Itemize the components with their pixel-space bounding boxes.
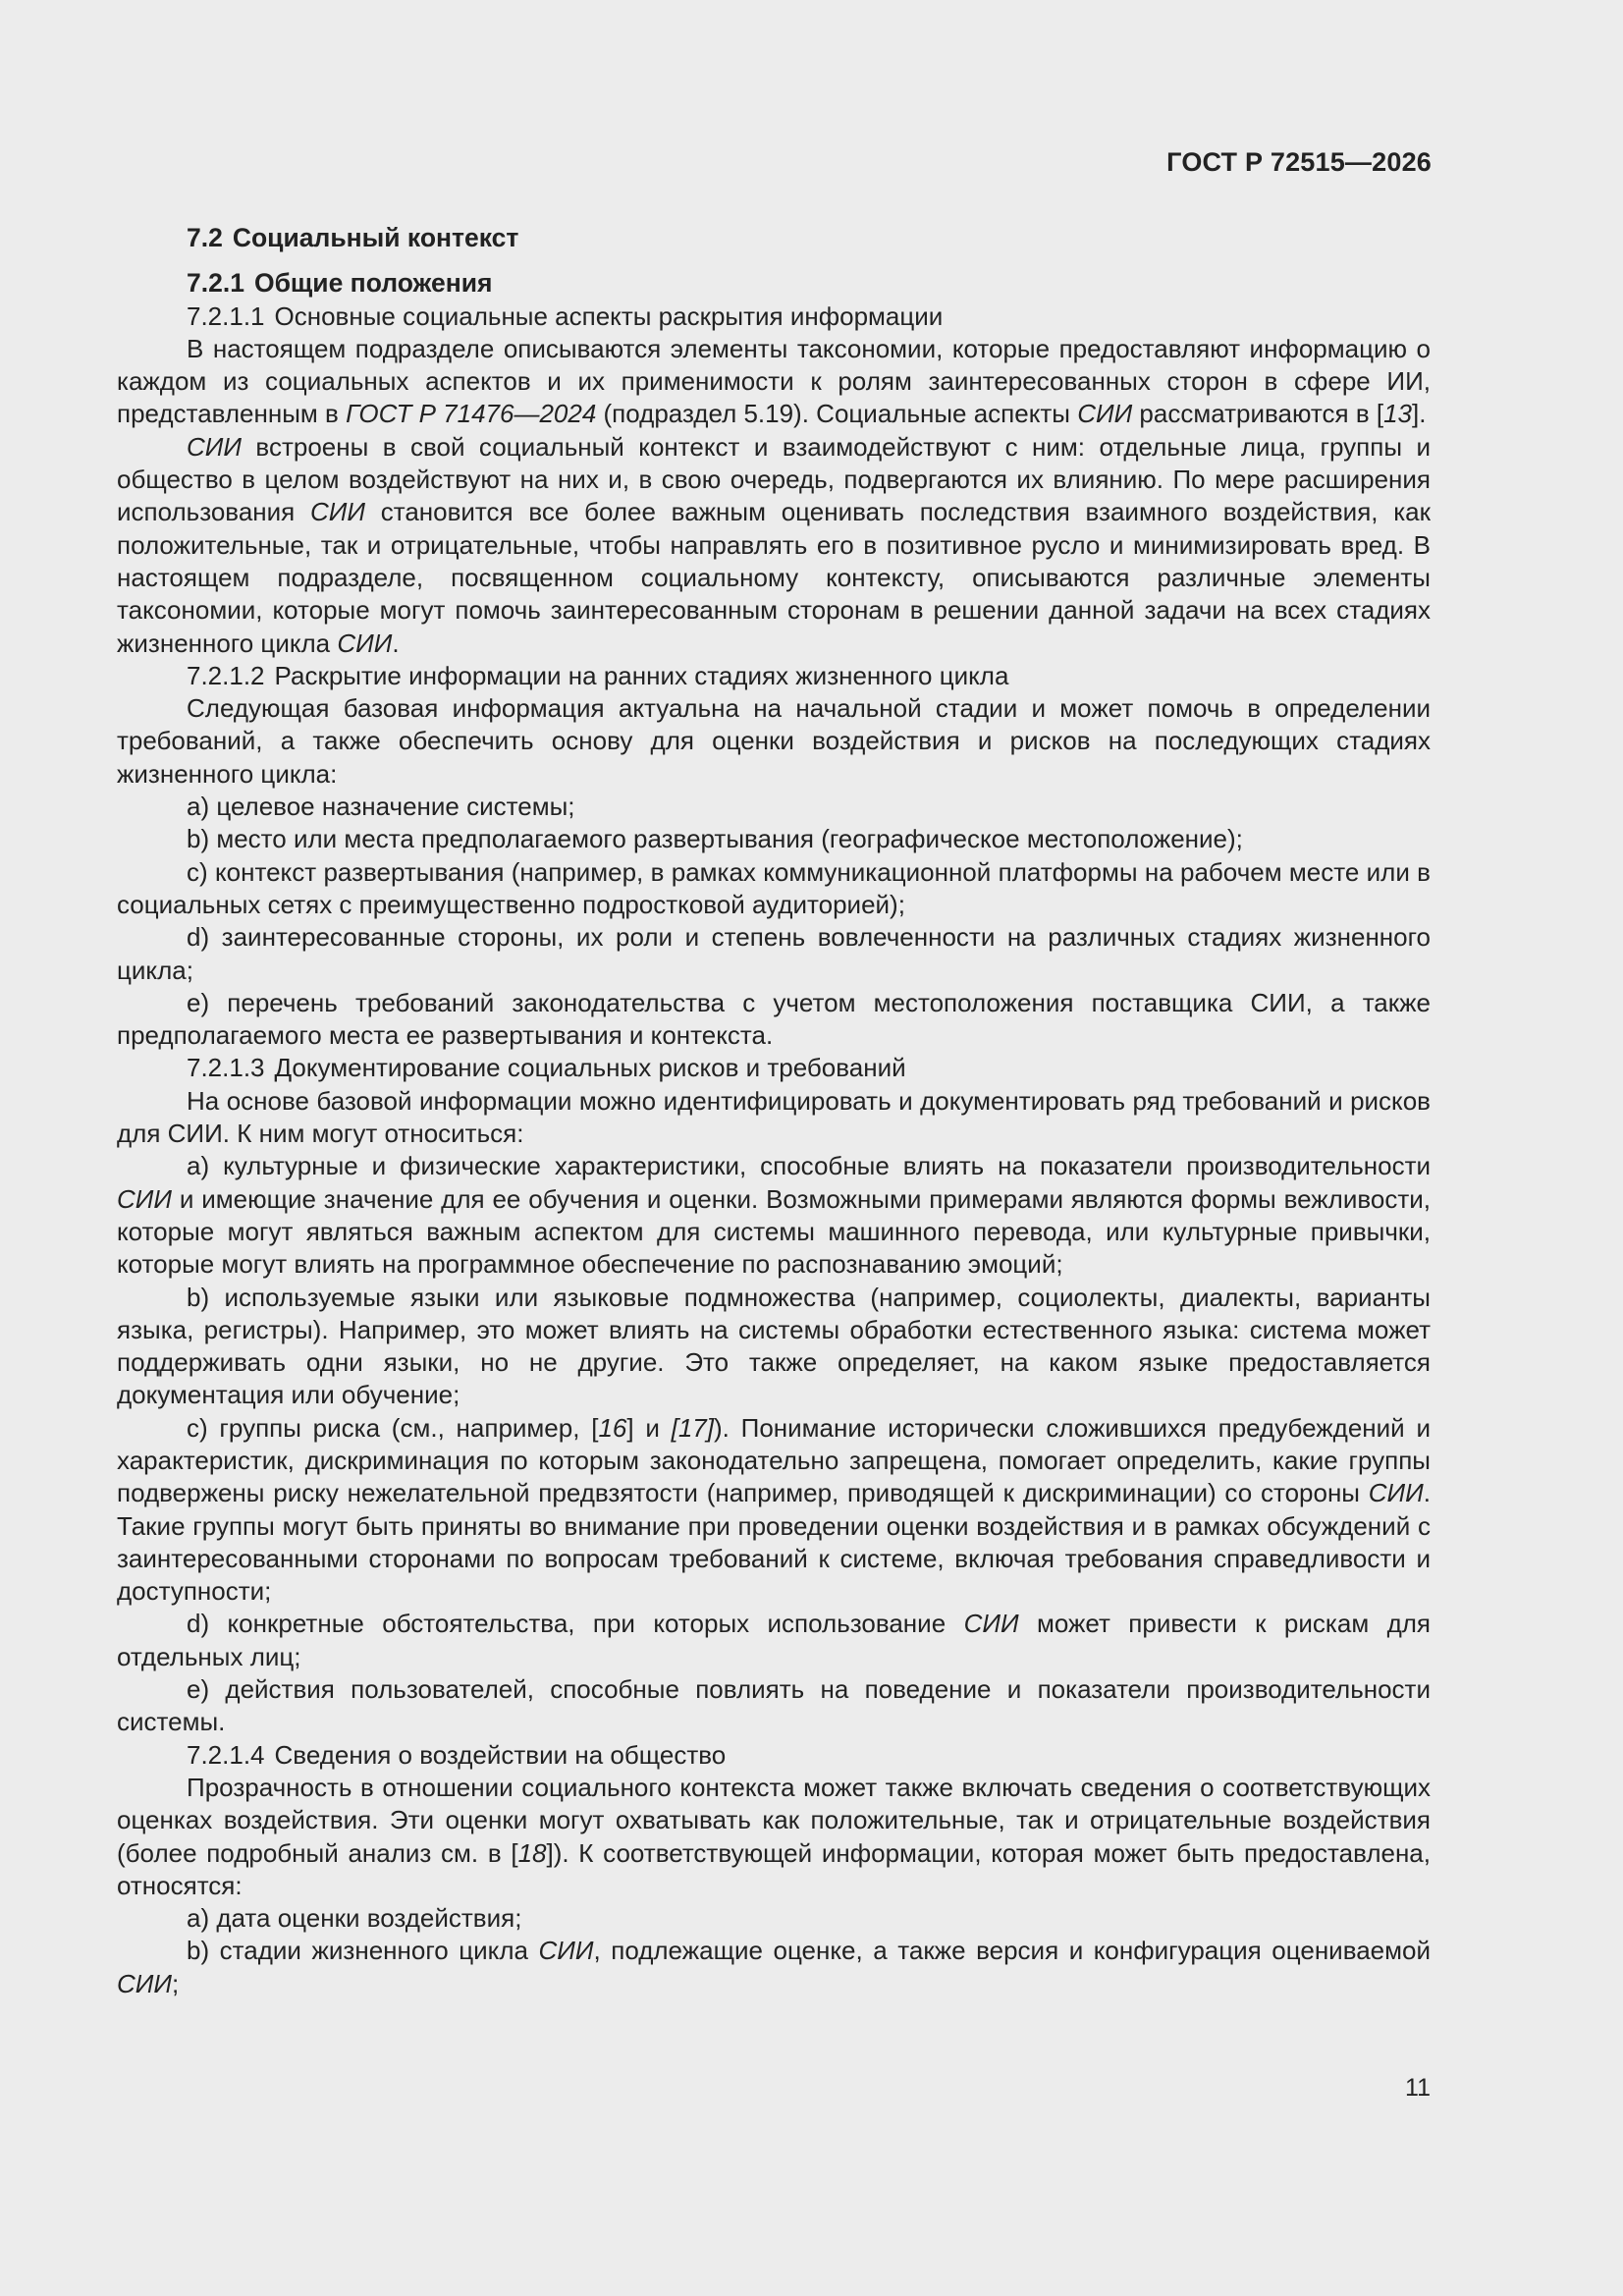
text-run: ]). К соответствующей информации, которая может быть предоставлена, относятся:: [117, 1837, 1431, 1900]
section-number: 7.2: [187, 223, 223, 252]
text-run: ] и: [626, 1412, 672, 1443]
term-sii: СИИ: [963, 1609, 1019, 1639]
text-run: .: [392, 628, 400, 658]
subsection-number: 7.2.1.4: [187, 1739, 265, 1770]
list-item: [117, 1935, 1431, 2000]
subsection-heading-7-2-1-4: [117, 1739, 1431, 1772]
list-item: [117, 1412, 1431, 1609]
text-run: b) стадии жизненного цикла: [187, 1936, 539, 1966]
text-run: В настоящем подразделе описываются элементы таксономии, которые предоставляют информацию о каждом из социальных аспектов и их применимости к ролям заинтересованных сторон в сфере ИИ, представленным в: [117, 333, 1431, 429]
section-heading-7-2: [117, 222, 1431, 254]
list-item: [117, 1150, 1431, 1281]
paragraph: [117, 333, 1431, 431]
text-run: рассматриваются в [: [1132, 399, 1384, 429]
subsection-number: 7.2.1.2: [187, 660, 265, 690]
list-item: c) контекст развертывания (например, в рамках коммуникационной платформы на рабочем месте или в социальных сетях с преимущественно подростковой аудиторией);: [117, 856, 1431, 919]
text-run: , подлежащие оценке, а также версия и конфигурация оцениваемой: [593, 1936, 1431, 1966]
text-run: и имеющие значение для ее обучения и оценки. Возможными примерами являются формы вежливости, которые могут являться важным аспектом для системы машинного перевода, или культурные привычки, которые могут влиять на программное обеспечение по распознаванию эмоций;: [117, 1183, 1431, 1280]
paragraph: На основе базовой информации можно идентифицировать и документировать ряд требований и рисков для СИИ. К ним могут относиться:: [117, 1085, 1431, 1149]
text-run: встроены в свой социальный контекст и взаимодействуют с ним: отдельные лица, группы и общество в целом воздействуют на них и, в свою очередь, подвергаются их влиянию. По мере расширения использования: [117, 431, 1431, 527]
list-item: а) дата оценки воздействия;: [187, 1903, 522, 1934]
document-body: [117, 222, 1431, 2000]
text-run: c) группы риска (см., например, [: [187, 1412, 599, 1443]
text-run: становится все более важным оценивать последствия взаимного воздействия, как положительные, так и отрицательные, чтобы направлять его в позитивное русло и минимизировать вред. В настоящем подразделе, посвященном социальному контексту, описываются различные элементы таксономии, которые могут помочь заинтересованным сторонам в решении данной задачи на всех стадиях жизненного цикла: [117, 497, 1432, 658]
term-sii: СИИ: [337, 628, 393, 658]
document-header: ГОСТ Р 72515—2026: [1166, 147, 1432, 177]
section-title: Общие положения: [253, 268, 493, 299]
text-run: Прозрачность в отношении социального контекста может также включать сведения о соответствующих оценках воздействия. Эти оценки могут охватывать как положительные, так и отрицательные воздействия (более подробный анализ см. в [: [117, 1772, 1431, 1868]
citation: 13: [1383, 399, 1413, 429]
subsection-number: 7.2.1.1: [187, 301, 265, 331]
text-run: ].: [1412, 399, 1427, 429]
subsection-heading-7-2-1-2: [117, 660, 1431, 692]
subsection-title: Основные социальные аспекты раскрытия информации: [274, 301, 944, 331]
subsection-heading-7-2-1-1: [117, 301, 1431, 333]
text-run: (подраздел 5.19). Социальные аспекты: [596, 399, 1078, 429]
page-number: 11: [1405, 2074, 1431, 2102]
text-run: ). Понимание исторически сложившихся предубеждений и характеристик, дискриминация по которым законодательно запрещена, помогает определить, какие группы подвержены риску нежелательной предвзятости (например, приводящей к дискриминации) со стороны: [117, 1412, 1431, 1508]
list-item: b) место или места предполагаемого развертывания (географическое местоположение);: [187, 824, 1243, 854]
list-item: e) действия пользователей, способные повлиять на поведение и показатели производительности системы.: [117, 1674, 1431, 1737]
citation: 18: [517, 1837, 547, 1868]
citation: 16: [598, 1412, 627, 1443]
term-sii: СИИ: [187, 431, 242, 462]
paragraph: Следующая базовая информация актуальна на начальной стадии и может помочь в определении требований, а также обеспечить основу для оценки воздействия и рисков на последующих стадиях жизненного цикла:: [117, 693, 1431, 789]
section-title: Социальный контекст: [232, 223, 519, 252]
list-item: b) используемые языки или языковые подмножества (например, социолекты, диалекты, варианты языка, регистры). Например, это может влиять на системы обработки естественного языка: система может поддерживать одни языки, но не другие. Это также определяет, на каком языке предоставляется документация или обучение;: [117, 1282, 1431, 1410]
term-sii: СИИ: [1077, 399, 1133, 429]
text-run: . Такие группы могут быть приняты во внимание при проведении оценки воздействия и в рамках обсуждений с заинтересованными сторонами по вопросам требований к системе, включая требования справедливости и доступности;: [117, 1478, 1431, 1607]
list-item: d) заинтересованные стороны, их роли и степень вовлеченности на различных стадиях жизненного цикла;: [117, 922, 1431, 985]
text-run: может привести к рискам для отдельных лиц;: [117, 1609, 1432, 1671]
term-sii: СИИ: [117, 1183, 172, 1214]
text-run: а) культурные и физические характеристики, способные влиять на показатели производительности: [187, 1151, 1431, 1181]
text-run: d) конкретные обстоятельства, при которых использование: [187, 1609, 964, 1639]
list-item: e) перечень требований законодательства с учетом местоположения поставщика СИИ, а также предполагаемого места ее развертывания и контекста.: [117, 987, 1431, 1051]
section-heading-7-2-1: [117, 267, 1431, 300]
term-sii: СИИ: [117, 1968, 172, 1998]
subsection-title: Сведения о воздействии на общество: [274, 1739, 727, 1770]
subsection-title: Раскрытие информации на ранних стадиях жизненного цикла: [274, 660, 1009, 690]
term-sii: СИИ: [1368, 1478, 1424, 1508]
subsection-number: 7.2.1.3: [187, 1053, 265, 1083]
text-run: ;: [171, 1968, 180, 1998]
section-number: 7.2.1: [187, 268, 244, 299]
standard-reference: ГОСТ Р 71476—2024: [346, 399, 597, 429]
term-sii: СИИ: [538, 1936, 594, 1966]
list-item: а) целевое назначение системы;: [187, 792, 575, 822]
paragraph: [117, 431, 1431, 660]
citation: [17]: [671, 1412, 714, 1443]
paragraph: [117, 1772, 1431, 1902]
subsection-heading-7-2-1-3: [117, 1052, 1431, 1084]
term-sii: СИИ: [309, 497, 365, 527]
subsection-title: Документирование социальных рисков и требований: [274, 1053, 906, 1083]
list-item: [117, 1608, 1431, 1673]
